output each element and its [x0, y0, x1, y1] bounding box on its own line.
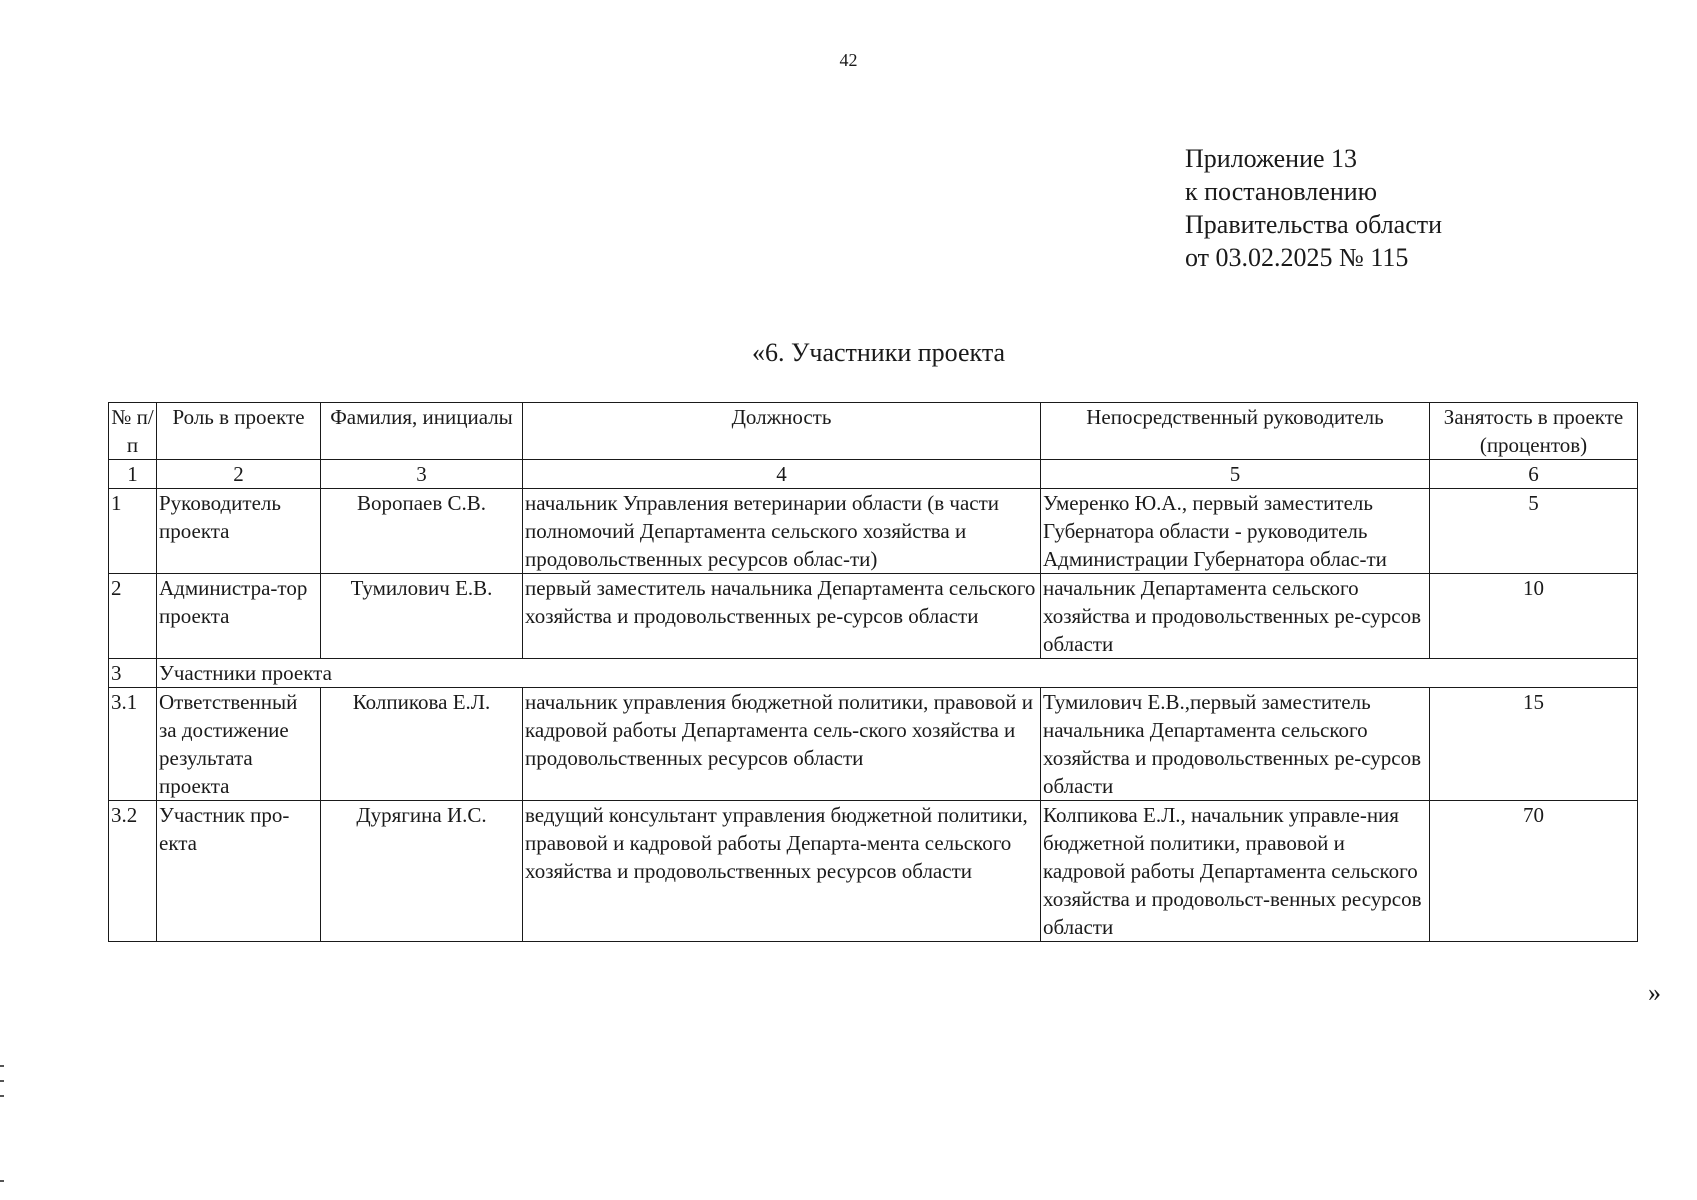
- appendix-line: Приложение 13: [1185, 144, 1358, 173]
- row-num: 3.1: [109, 688, 157, 801]
- row-num: 3.2: [109, 801, 157, 942]
- header-position: Должность: [523, 403, 1041, 460]
- row-name: Воропаев С.В.: [321, 489, 523, 574]
- row-name: Дурягина И.С.: [321, 801, 523, 942]
- scan-artifact: [0, 1180, 4, 1182]
- row-manager: начальник Департамента сельского хозяйства и продовольственных ре-сурсов области: [1041, 574, 1430, 659]
- page-number: 42: [839, 50, 858, 70]
- row-employment: 5: [1430, 489, 1638, 574]
- column-number: 2: [157, 460, 321, 489]
- table-row: [109, 574, 1638, 659]
- row-role: Ответственный за достижение результата проекта: [157, 688, 321, 801]
- row-employment: 15: [1430, 688, 1638, 801]
- header-employment: Занятость в проекте (процентов): [1430, 403, 1638, 460]
- table-row: [109, 489, 1638, 574]
- column-number: 6: [1430, 460, 1638, 489]
- row-name: Тумилович Е.В.: [321, 574, 523, 659]
- row-role: Участник про-екта: [157, 801, 321, 942]
- row-role: Администра-тор проекта: [157, 574, 321, 659]
- appendix-line: Правительства области: [1185, 210, 1443, 239]
- column-number: 5: [1041, 460, 1430, 489]
- table-row: [109, 688, 1638, 801]
- column-number: 1: [109, 460, 157, 489]
- header-manager: Непосредственный руководитель: [1041, 403, 1430, 460]
- row-role: Руководитель проекта: [157, 489, 321, 574]
- row-position: ведущий консультант управления бюджетной политики, правовой и кадровой работы Департа-мента сельского хозяйства и продовольственных ресурсов области: [523, 801, 1041, 942]
- header-role: Роль в проекте: [157, 403, 321, 460]
- row-position: начальник Управления ветеринарии области (в части полномочий Департамента сельского хозяйства и продовольственных ресурсов облас-ти): [523, 489, 1041, 574]
- header-name: Фамилия, инициалы: [321, 403, 523, 460]
- section-label: Участники проекта: [157, 659, 1638, 688]
- scan-artifact: [0, 1095, 4, 1097]
- column-number: 4: [523, 460, 1041, 489]
- table-header-row: [109, 403, 1638, 460]
- participants-table: [108, 402, 1638, 942]
- document-title: «6. Участники проекта: [751, 338, 1006, 367]
- row-position: первый заместитель начальника Департамента сельского хозяйства и продовольственных ре-сурсов области: [523, 574, 1041, 659]
- section-row: [109, 659, 1638, 688]
- appendix-block: [1185, 142, 1442, 274]
- scan-artifact: [0, 1080, 4, 1082]
- row-name: Колпикова Е.Л.: [321, 688, 523, 801]
- row-position: начальник управления бюджетной политики, правовой и кадровой работы Департамента сель-ского хозяйства и продовольственных ресурсов области: [523, 688, 1041, 801]
- row-manager: Колпикова Е.Л., начальник управле-ния бюджетной политики, правовой и кадровой работы Департамента сельского хозяйства и продовольст-венных ресурсов области: [1041, 801, 1430, 942]
- closing-quote: »: [1648, 978, 1661, 1007]
- row-employment: 10: [1430, 574, 1638, 659]
- appendix-line: к постановлению: [1185, 177, 1378, 206]
- row-manager: Тумилович Е.В.,первый заместитель начальника Департамента сельского хозяйства и продовольственных ре-сурсов области: [1041, 688, 1430, 801]
- header-num: № п/п: [109, 403, 157, 460]
- row-num: 1: [109, 489, 157, 574]
- row-manager: Умеренко Ю.А., первый заместитель Губернатора области - руководитель Администрации Губернатора облас-ти: [1041, 489, 1430, 574]
- row-num: 2: [109, 574, 157, 659]
- column-number: 3: [321, 460, 523, 489]
- scan-artifact: [0, 1065, 4, 1067]
- appendix-line: от 03.02.2025 № 115: [1185, 243, 1409, 272]
- row-employment: 70: [1430, 801, 1638, 942]
- column-number-row: [109, 460, 1638, 489]
- table-row: [109, 801, 1638, 942]
- section-num: 3: [109, 659, 157, 688]
